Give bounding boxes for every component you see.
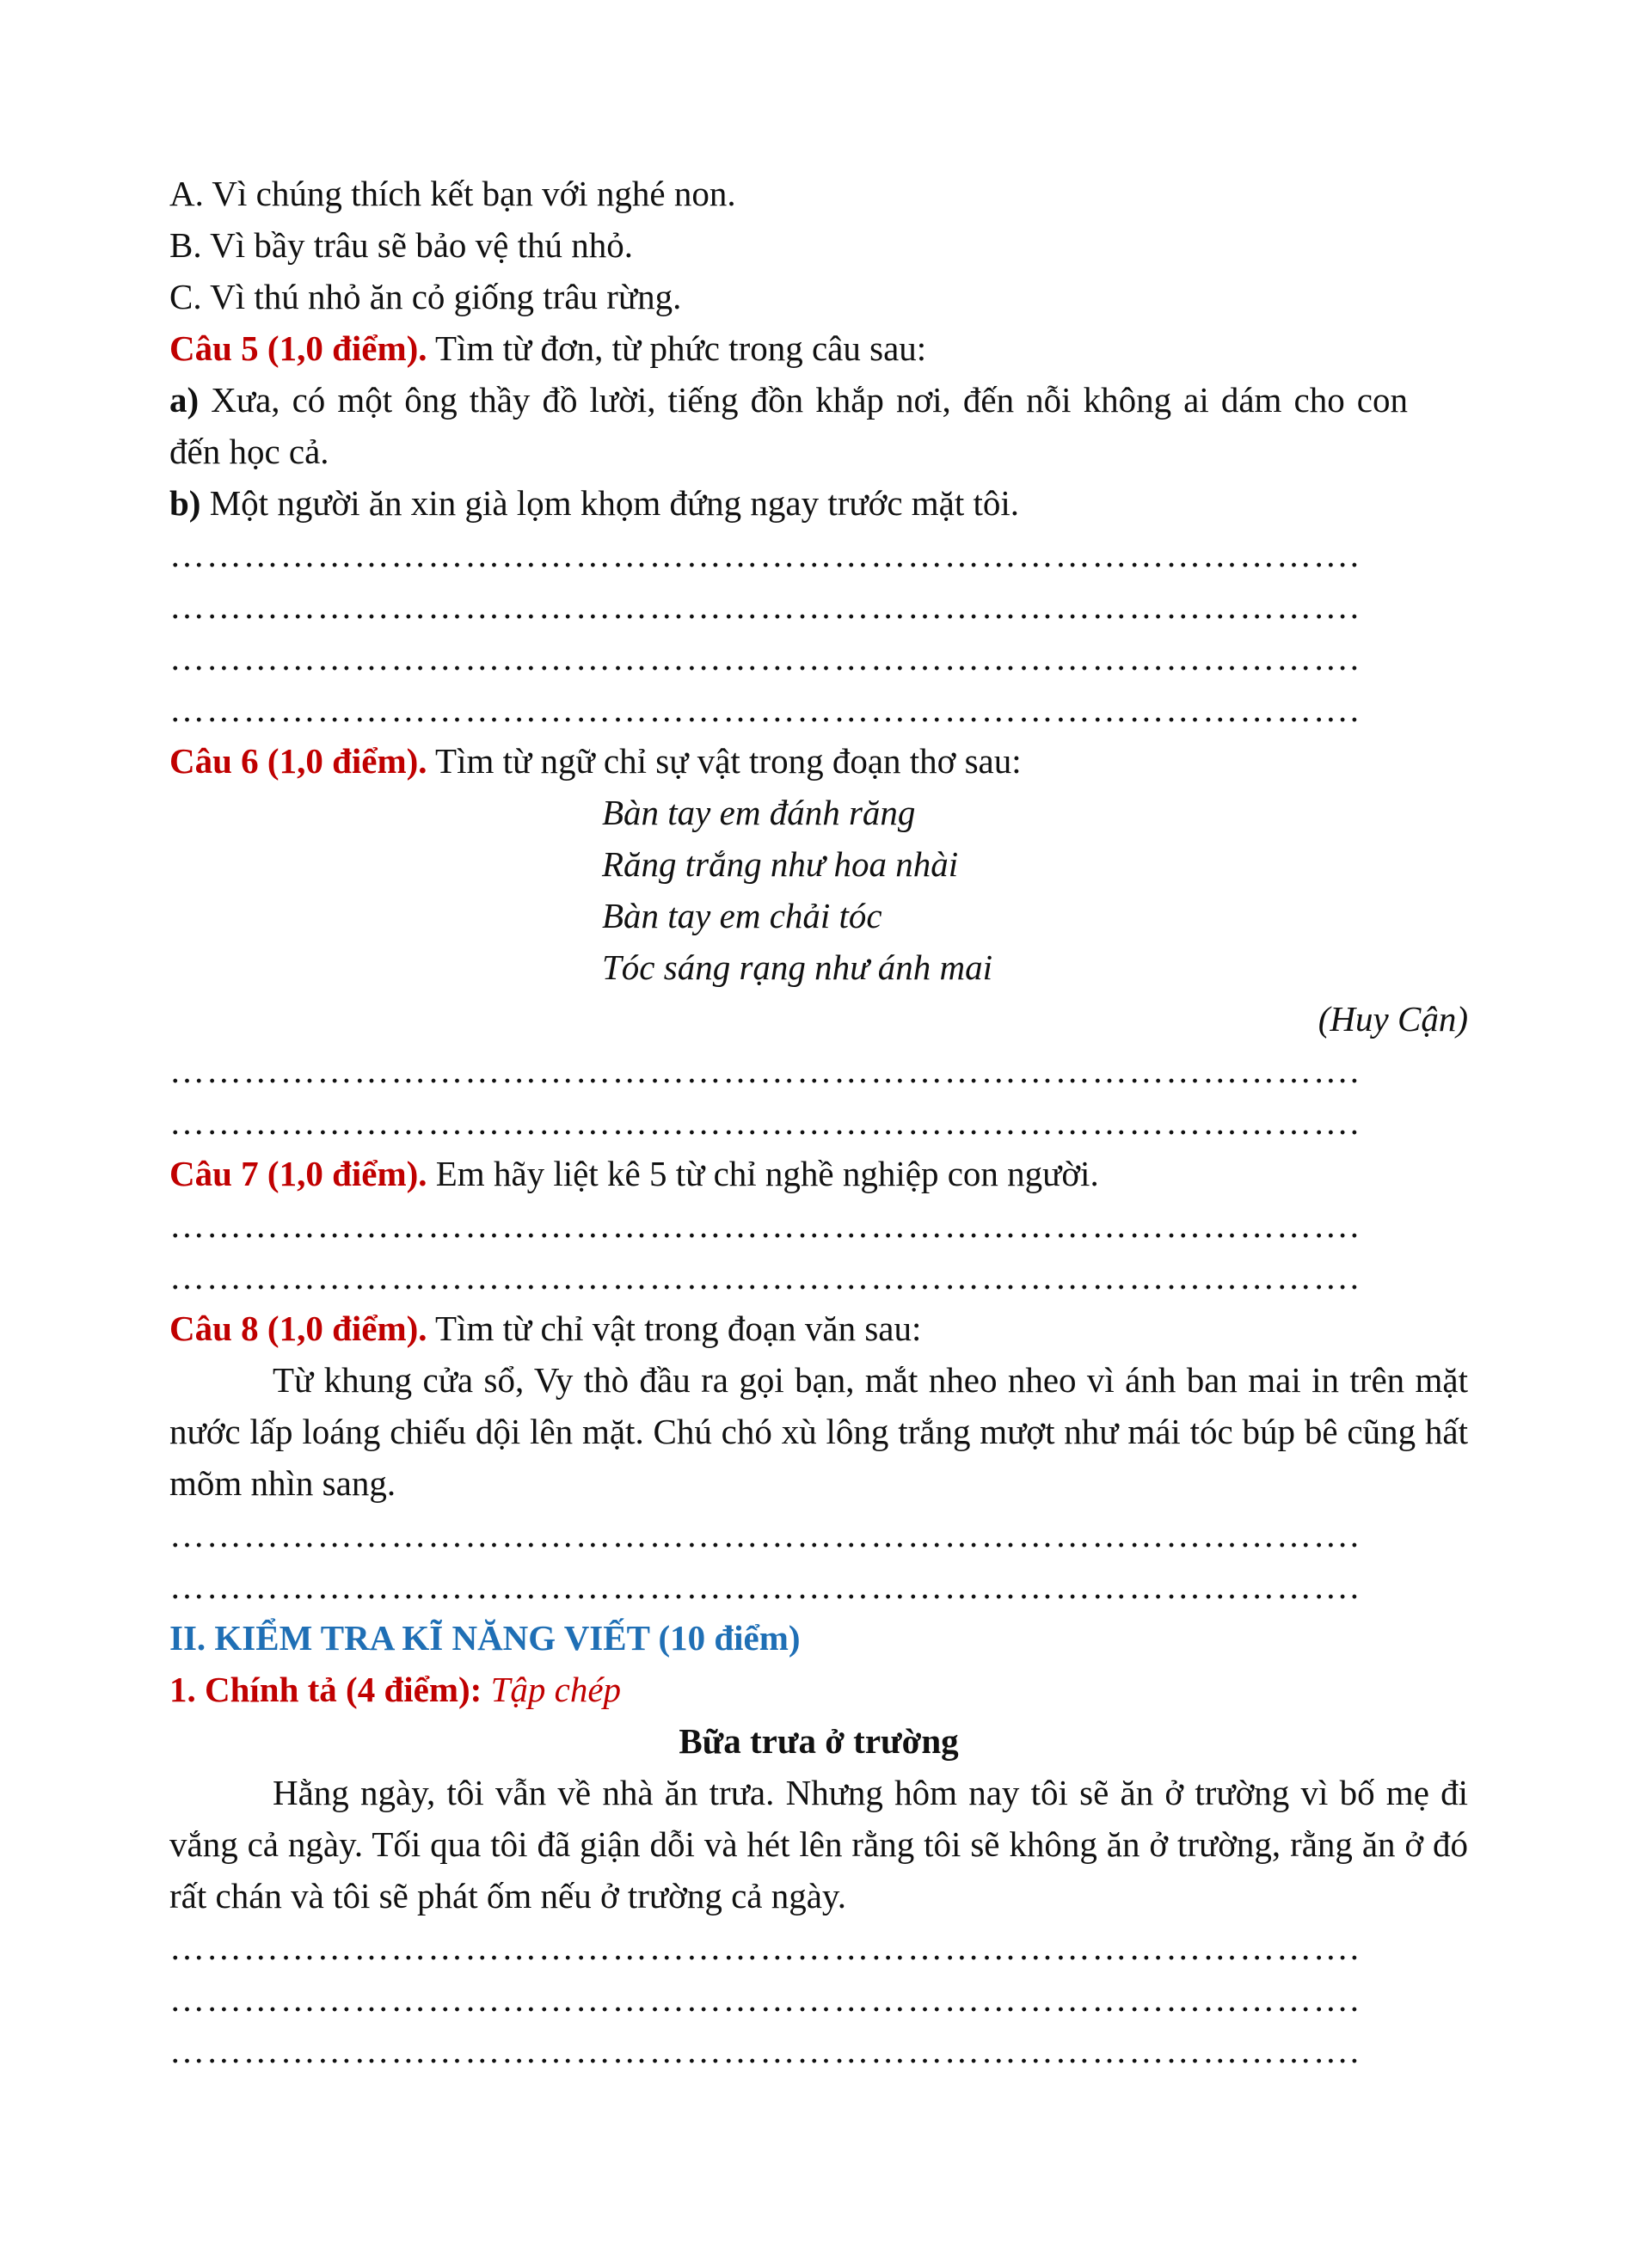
subsection-italic: Tập chép — [482, 1670, 622, 1709]
option-c: C. Vì thú nhỏ ăn cỏ giống trâu rừng. — [169, 277, 682, 316]
option-b: B. Vì bầy trâu sẽ bảo vệ thú nhỏ. — [169, 225, 633, 265]
question-5 — [169, 322, 1468, 374]
poem-line: Bàn tay em đánh răng — [602, 793, 916, 832]
answer-line[interactable]: ……………………………………………………………………………………. — [169, 2031, 1361, 2070]
answer-line[interactable]: ……………………………………………………………………………………. — [169, 535, 1361, 574]
question-6-label: Câu 6 (1,0 điểm). — [169, 741, 427, 781]
answer-line[interactable]: ……………………………………………………………………………………. — [169, 1979, 1361, 2019]
answer-line[interactable]: ……………………………………………………………………………………. — [169, 586, 1361, 626]
poem-line: Răng trắng như hoa nhài — [602, 844, 959, 884]
answer-line[interactable]: ……………………………………………………………………………………. — [169, 638, 1361, 677]
dictation-passage: Hằng ngày, tôi vẫn về nhà ăn trưa. Nhưng hôm nay tôi sẽ ăn ở trường vì bố mẹ đi vắng cả ngày. Tối qua tôi đã giận dỗi và hét lên rằng tôi sẽ không ăn ở trường, rằng ăn ở đó rất chán và tôi sẽ phát ốm nếu ở trường cả ngày. — [169, 1773, 1468, 1916]
question-5-part-a — [169, 374, 1408, 477]
part-b-label: b) — [169, 483, 201, 523]
question-8-label: Câu 8 (1,0 điểm). — [169, 1309, 427, 1348]
subsection-heading — [169, 1664, 1468, 1715]
answer-line[interactable]: ……………………………………………………………………………………. — [169, 1566, 1361, 1606]
answer-line[interactable]: ……………………………………………………………………………………. — [169, 1051, 1361, 1090]
document-page — [169, 168, 1468, 2076]
poem-line: Bàn tay em chải tóc — [602, 896, 882, 935]
section-heading: II. KIỂM TRA KĨ NĂNG VIẾT (10 điểm) — [169, 1618, 801, 1658]
part-a-text: Xưa, có một ông thầy đồ lười, tiếng đồn khắp nơi, đến nỗi không ai dám cho con đến học cả. — [169, 380, 1408, 471]
question-7-prompt: Em hãy liệt kê 5 từ chỉ nghề nghiệp con người. — [427, 1154, 1099, 1193]
answer-line[interactable]: ……………………………………………………………………………………. — [169, 1515, 1361, 1554]
question-7 — [169, 1148, 1468, 1199]
option-a: A. Vì chúng thích kết bạn với nghé non. — [169, 174, 736, 213]
question-5-label: Câu 5 (1,0 điểm). — [169, 328, 427, 368]
question-5-prompt: Tìm từ đơn, từ phức trong câu sau: — [427, 328, 927, 368]
answer-line[interactable]: ……………………………………………………………………………………. — [169, 1205, 1361, 1245]
poem-line: Tóc sáng rạng như ánh mai — [602, 947, 993, 987]
question-5-part-b — [169, 477, 1468, 529]
poem-author: (Huy Cận) — [1318, 999, 1468, 1039]
part-b-text: Một người ăn xin già lọm khọm đứng ngay trước mặt tôi. — [200, 483, 1020, 523]
question-8-prompt: Tìm từ chỉ vật trong đoạn văn sau: — [427, 1309, 922, 1348]
answer-line[interactable]: ……………………………………………………………………………………. — [169, 1257, 1361, 1296]
passage-title: Bữa trưa ở trường — [679, 1721, 959, 1761]
question-7-label: Câu 7 (1,0 điểm). — [169, 1154, 427, 1193]
question-8-passage: Từ khung cửa sổ, Vy thò đầu ra gọi bạn, mắt nheo nheo vì ánh ban mai in trên mặt nước lấp loáng chiếu dội lên mặt. Chú chó xù lông trắng mượt như mái tóc búp bê cũng hất mõm nhìn sang. — [169, 1360, 1468, 1503]
subsection-label: 1. Chính tả (4 điểm): — [169, 1670, 482, 1709]
question-6 — [169, 735, 1468, 787]
answer-line[interactable]: ……………………………………………………………………………………. — [169, 690, 1361, 729]
part-a-label: a) — [169, 380, 200, 420]
answer-line[interactable]: ……………………………………………………………………………………. — [169, 1928, 1361, 1967]
question-6-prompt: Tìm từ ngữ chỉ sự vật trong đoạn thơ sau: — [427, 741, 1022, 781]
question-8 — [169, 1303, 1468, 1354]
answer-line[interactable]: ……………………………………………………………………………………. — [169, 1102, 1361, 1142]
